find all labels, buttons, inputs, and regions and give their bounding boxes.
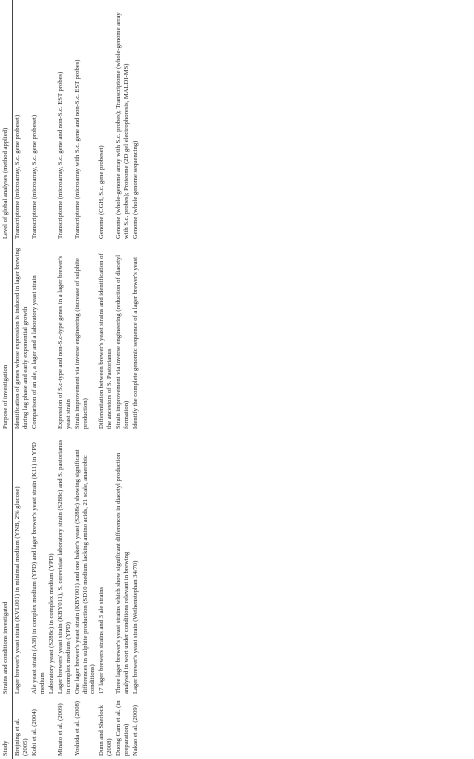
strains-cell: 17 lager brewers strains and 3 ale strains	[98, 586, 106, 694]
purpose-cell: Comparison of an ale, a lager and a laboratory yeast strain	[31, 275, 39, 429]
table-row	[30, 0, 47, 759]
strains-cell: Lager brewers' yeast strain (KBY011), S. cerevisiae laboratory strain (S288c) and S. pastorianus in complex medium (YPD)	[57, 439, 72, 694]
level-cell: Transcriptome (microarray with S.c. gene and non-S.c. EST probes)	[74, 59, 82, 239]
column-header-strains: Strains and conditions investigated	[2, 601, 9, 694]
strains-cell: Lager brewer's yeast strain (Weihenstephan 34/70)	[132, 560, 140, 694]
column-header-purpose: Purpose of investigation	[2, 364, 9, 429]
level-cell: Genome (CGH, S.c. gene probeset)	[98, 145, 106, 239]
strains-cell: One lager brewer's yeast strain (KBY001) and one baker's yeast (S288c) showing significant differences in sulphite production (SD10 medium lacking amino acids, 21 scale, anaerobic conditions)	[74, 449, 97, 694]
study-cell[interactable]: Yoshida et al. (2008)	[74, 700, 82, 756]
table-row	[73, 0, 97, 759]
purpose-cell: Identification of genes whose expression is induced in lager brewing during lag phase and early exponential growth	[14, 247, 29, 429]
strains-cell: Lager brewer's yeast strain (KVL001) in minimal medium (YNB, 2% glucose)	[14, 486, 22, 694]
strains-cell: Ale yeast strain (A38) in complex medium (YPD) and lager brewer's yeast strain (K11) in YPD medium	[31, 442, 46, 694]
level-cell: Genome (whole-genome array with S.c. probes); Transcriptome (whole-genome array with S.c. probes); Proteome (2D gel electrophoresis, MALDI-MS)	[115, 12, 130, 239]
table-row	[97, 0, 114, 759]
column-header-study: Study	[2, 740, 9, 756]
study-cell[interactable]: Minato et al. (2009)	[57, 703, 65, 756]
study-cell[interactable]: Dunn and Sherlock (2008)	[98, 705, 113, 756]
level-cell: Transcriptome (microarray, S.c. gene probeset)	[14, 114, 22, 239]
level-cell	[47, 0, 56, 242]
table-header-row	[0, 0, 13, 759]
level-cell: Genome (whole genome sequencing)	[132, 140, 140, 239]
level-cell: Transcriptome (microarray, S.c. gene probeset)	[31, 114, 39, 239]
level-cell: Transcriptome (microarray, S.c. gene and non-S.c. EST probes)	[57, 71, 65, 239]
strains-cell: Three lager brewer's yeast strains which show significant differences in diacetyl production analysed in wort under conditions relevant in brewing	[115, 452, 130, 694]
table-body	[13, 0, 141, 759]
strains-cell: Laboratory yeast (S288c) in complex medium (YPD)	[48, 553, 56, 694]
study-cell[interactable]: Kobi et al. (2004)	[31, 709, 39, 756]
purpose-cell: Differentiation between brewer's yeast strains and identification of the ancestors of S. Pastorianus	[98, 253, 113, 429]
table-row	[47, 0, 56, 759]
table-row	[114, 0, 131, 759]
purpose-cell: Strain improvement via inverse engineering (increase of sulphite production)	[74, 258, 89, 429]
study-cell[interactable]: Nakao et al. (2009)	[132, 705, 140, 756]
table-row	[56, 0, 73, 759]
purpose-cell: Strain improvement via inverse engineering (reduction of diacetyl formation)	[115, 254, 130, 429]
studies-table	[0, 0, 141, 759]
table-row	[13, 0, 30, 759]
purpose-cell	[47, 242, 56, 432]
table-row	[131, 0, 140, 759]
purpose-cell: Expression of S.c-type and non-S.c-type genes in a lager brewer's yeast strain	[57, 255, 72, 429]
purpose-cell: Identify the complete genomic sequence of a lager brewer's yeast	[132, 256, 140, 429]
study-cell[interactable]	[47, 697, 56, 759]
study-cell[interactable]: Brejning et al. (2005)	[14, 718, 29, 756]
column-header-level: Level of global analyses (method applied)	[2, 127, 9, 239]
study-cell[interactable]: Duong Cam et al. (in preparation)	[115, 700, 130, 756]
